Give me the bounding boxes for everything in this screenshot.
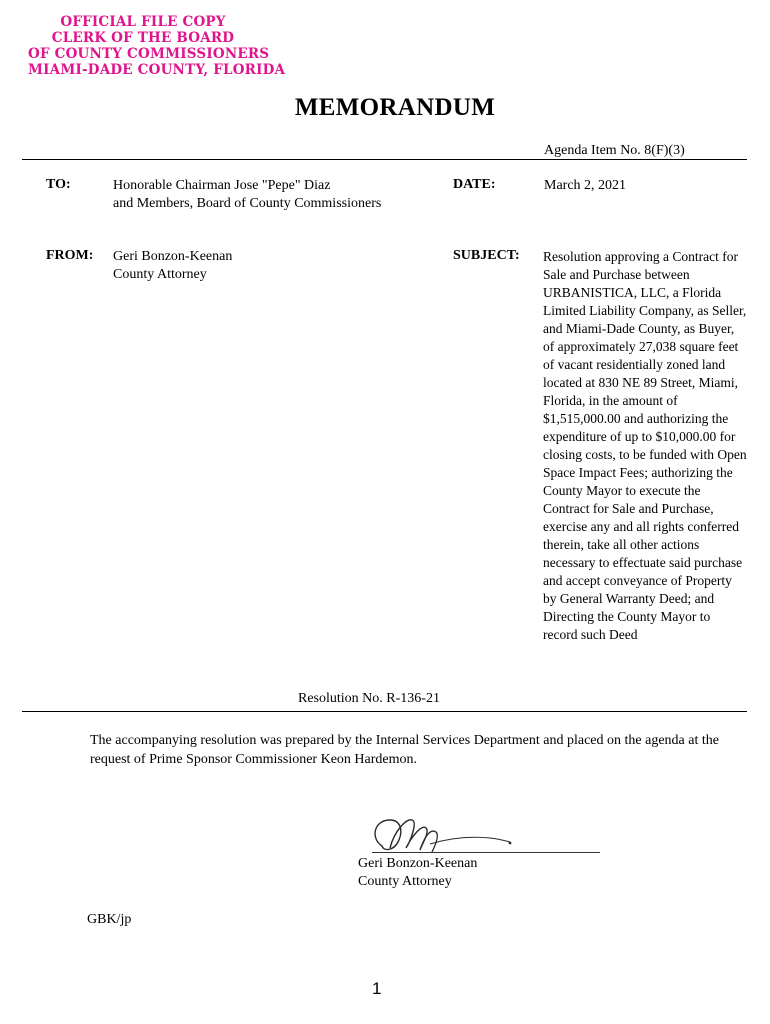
from-label: FROM: xyxy=(46,248,94,263)
signature-line xyxy=(372,852,600,853)
body-rule xyxy=(22,711,747,712)
to-line-1: Honorable Chairman Jose "Pepe" Diaz xyxy=(113,178,331,193)
to-block xyxy=(113,177,381,213)
signature-block xyxy=(358,855,477,891)
from-line-1: Geri Bonzon-Keenan xyxy=(113,249,233,264)
to-line-2: and Members, Board of County Commissioners xyxy=(113,196,382,211)
page-number: 1 xyxy=(372,979,382,998)
signer-name: Geri Bonzon-Keenan xyxy=(358,856,478,871)
from-block xyxy=(113,248,232,284)
stamp-line-3: OF COUNTY COMMISSIONERS xyxy=(28,46,270,62)
resolution-number: Resolution No. R-136-21 xyxy=(298,691,440,706)
from-line-2: County Attorney xyxy=(113,267,207,282)
clerk-stamp xyxy=(28,14,286,78)
subject-text: Resolution approving a Contract for Sale and Purchase between URBANISTICA, LLC, a Florida Limited Liability Company, as Seller, and Miami-Dade County, as Buyer, of approximately 27,038 square feet of vacant residentially zoned land located at 830 NE 89 Street, Miami, Florida, in the amount of $1,515,000.00 and authorizing the expenditure of up to $10,000.00 for closing costs, to be funded with Open Space Impact Fees; authorizing the County Mayor to execute the Contract for Sale and Purchase, exercise any and all rights conferred therein, take all other actions necessary to effectuate said purchase and accept conveyance of Property by General Warranty Deed; and Directing the County Mayor to record such Deed xyxy=(543,249,747,642)
body-paragraph: The accompanying resolution was prepared by the Internal Services Department and placed on the agenda at the request of Prime Sponsor Commissioner Keon Hardemon. xyxy=(90,733,719,767)
memo-title: MEMORANDUM xyxy=(294,94,496,121)
to-label: TO: xyxy=(46,177,71,192)
header-rule xyxy=(22,159,747,160)
subject-label: SUBJECT: xyxy=(453,248,520,263)
stamp-line-4: MIAMI-DADE COUNTY, FLORIDA xyxy=(28,62,286,78)
stamp-line-2: CLERK OF THE BOARD xyxy=(51,30,235,46)
agenda-item: Agenda Item No. 8(F)(3) xyxy=(544,143,685,158)
date-value: March 2, 2021 xyxy=(544,178,627,193)
typist-initials: GBK/jp xyxy=(87,912,132,927)
stamp-line-1: OFFICIAL FILE COPY xyxy=(60,14,226,30)
date-label: DATE: xyxy=(453,177,496,192)
signer-title: County Attorney xyxy=(358,874,452,889)
